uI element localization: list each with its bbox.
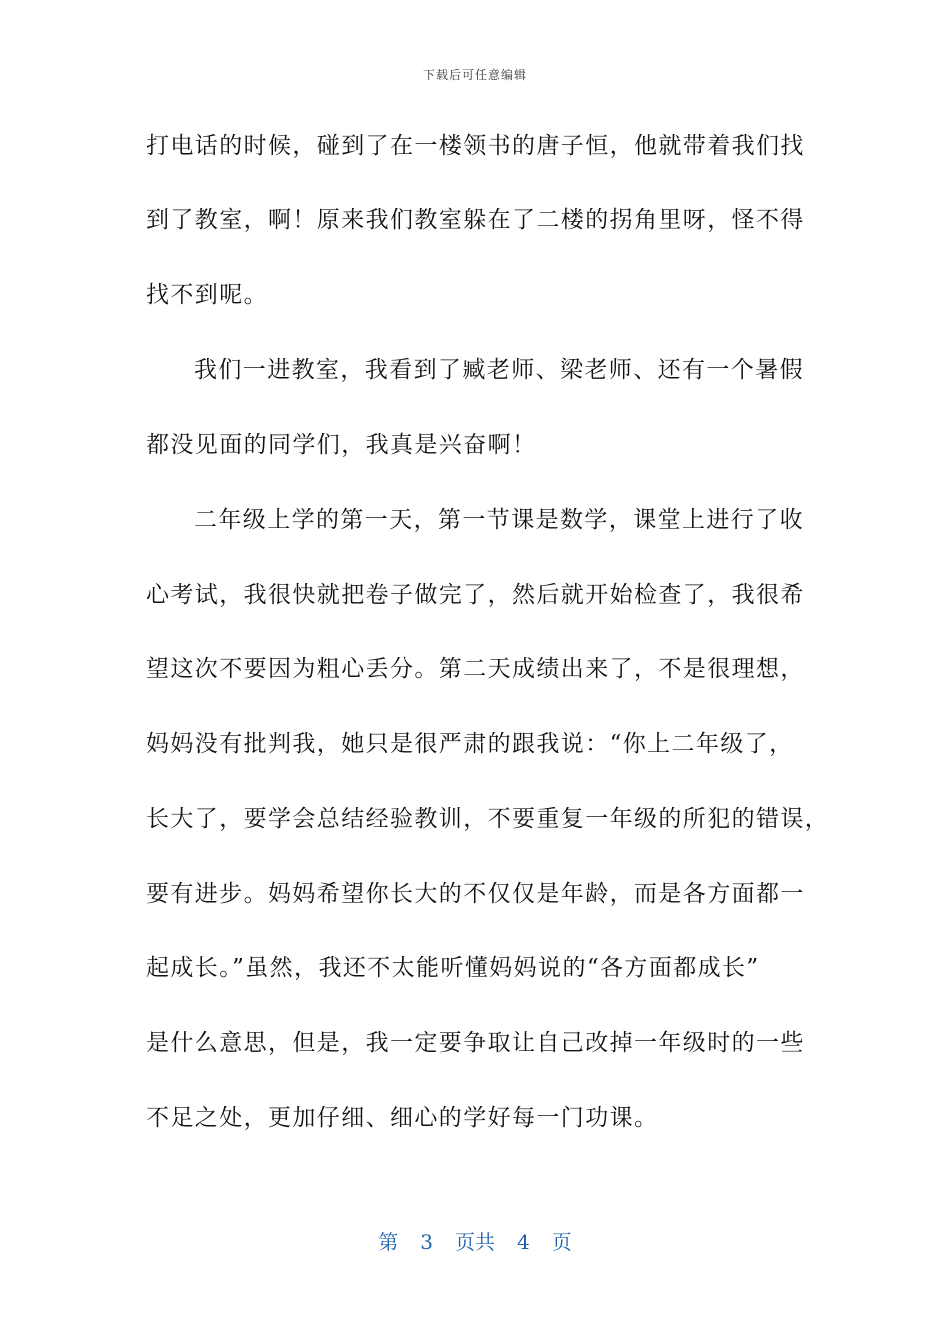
text-line: 打电话的时候，碰到了在一楼领书的唐子恒，他就带着我们找 xyxy=(146,133,805,159)
text-line: 要有进步。妈妈希望你长大的不仅仅是年龄，而是各方面都一 xyxy=(146,881,805,907)
text-line: 我们一进教室，我看到了臧老师、梁老师、还有一个暑假 xyxy=(194,357,804,383)
page-footer xyxy=(0,1226,950,1255)
text-line: 妈妈没有批判我，她只是很严肃的跟我说：“你上二年级了， xyxy=(146,731,794,757)
page-header: 下载后可任意编辑 xyxy=(422,68,527,82)
text-line: 是什么意思，但是，我一定要争取让自己改掉一年级时的一些 xyxy=(146,1030,805,1056)
text-line: 心考试，我很快就把卷子做完了，然后就开始检查了，我很希 xyxy=(146,582,805,608)
current-page-number: 3 xyxy=(420,1230,433,1254)
footer-middle: 页共 xyxy=(455,1230,495,1254)
footer-prefix: 第 xyxy=(378,1230,399,1254)
text-line: 二年级上学的第一天，第一节课是数学，课堂上进行了收 xyxy=(194,507,804,533)
total-pages-number: 4 xyxy=(517,1230,530,1254)
text-line: 望这次不要因为粗心丢分。第二天成绩出来了，不是很理想， xyxy=(146,656,805,682)
text-line: 长大了，要学会总结经验教训，不要重复一年级的所犯的错误， xyxy=(146,806,830,832)
text-line: 都没见面的同学们，我真是兴奋啊！ xyxy=(146,432,537,458)
footer-suffix: 页 xyxy=(551,1230,572,1254)
text-line: 起成长。”虽然，我还不太能听懂妈妈说的“各方面都成长” xyxy=(146,955,760,981)
text-line: 不足之处，更加仔细、细心的学好每一门功课。 xyxy=(146,1105,659,1131)
text-line: 到了教室，啊！原来我们教室躲在了二楼的拐角里呀，怪不得 xyxy=(146,207,805,233)
text-line: 找不到呢。 xyxy=(146,282,268,308)
